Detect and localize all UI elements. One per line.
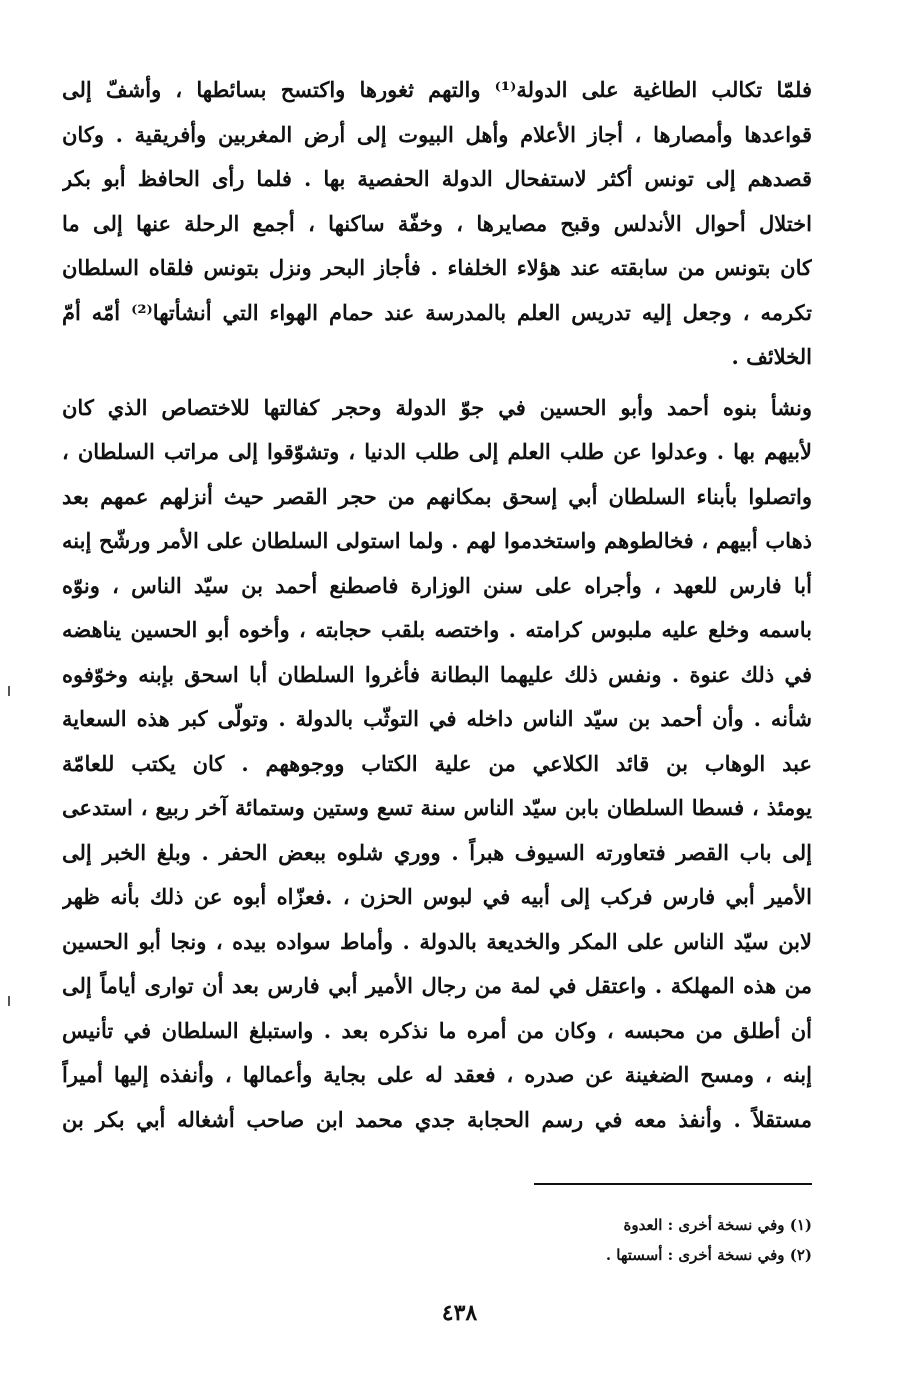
text-line: كان بتونس من سابقته عند هؤلاء الخلفاء . فأجاز البحر ونزل بتونس فلقاه السلطان: [62, 255, 812, 280]
text-line: تكرمه ، وجعل إليه تدريس العلم بالمدرسة عند حمام الهواء التي أنشأتها⁽²⁾ أمّه أمّ: [62, 299, 812, 325]
text-line: لابن سيّد الناس على المكر والخديعة بالدولة . وأماط سواده بيده ، ونجا أبو الحسين: [62, 928, 812, 954]
text-line: واتصلوا بأبناء السلطان أبي إسحق بمكانهم من حجر القصر حيث أنزلهم عمهم بعد: [62, 483, 812, 509]
scan-edge-mark: [8, 996, 10, 1006]
text-line: فلمّا تكالب الطاغية على الدولة⁽¹⁾ والتهم ثغورها واكتسح بسائطها ، وأشفّ إلى: [62, 77, 812, 102]
text-line: الخلائف .: [731, 344, 812, 369]
text-line: ذهاب أبيهم ، فخالطوهم واستخدموا لهم . ولما استولى السلطان على الأمر ورشّح إبنه: [62, 528, 812, 553]
page-number: ٤٣٨: [441, 1300, 478, 1326]
text-line: يومئذ ، فسطا السلطان بابن سيّد الناس سنة تسع وستين وستمائة آخر ربيع ، استدعى: [62, 795, 812, 820]
footnotes: [606, 1210, 812, 1270]
text-line: إبنه ، ومسح الضغينة عن صدره ، فعقد له على بجاية وأعمالها ، وأنفذه إليها أميراً: [62, 1062, 812, 1087]
text-line: أبا فارس للعهد ، وأجراه على سنن الوزارة فاصطنع أحمد بن سيّد الناس ، ونوّه: [62, 572, 812, 598]
text-line: من هذه المهلكة . واعتقل في لمة من رجال الأمير أبي فارس بعد أن توارى أياماً إلى: [62, 973, 812, 998]
text-line: شأنه . وأن أحمد بن سيّد الناس داخله في التوثّب بالدولة . وتولّى كبر هذه السعاية: [62, 706, 812, 731]
footnote-1: (١) وفي نسخة أخرى : العدوة: [623, 1216, 812, 1234]
text-line: باسمه وخلع عليه ملبوس كرامته . واختصه بلقب حجابته ، وأخوه أبو الحسين يناهضه: [62, 617, 812, 642]
text-line: الأمير أبي فارس فركب إلى أبيه في لبوس الحزن ، .فعزّاه أبوه عن ذلك بأنه ظهر: [62, 884, 812, 909]
paragraph-2: [62, 386, 812, 1143]
text-line: مستقلاً . وأنفذ معه في رسم الحجابة جدي محمد ابن صاحب أشغاله أبي بكر بن: [62, 1106, 812, 1132]
text-line: لأبيهم بها . وعدلوا عن طلب العلم إلى طلب الدنيا ، وتشوّقوا إلى مراتب السلطان ،: [62, 439, 812, 464]
paragraph-1: [62, 68, 812, 380]
text-line: إلى باب القصر فتعاورته السيوف هبراً . ووري شلوه ببعض الحفر . وبلغ الخبر إلى: [62, 839, 812, 865]
text-line: في ذلك عنوة . ونفس ذلك عليهما البطانة فأغروا السلطان أبا اسحق بإبنه وخوّفوه: [62, 661, 812, 687]
text-line: اختلال أحوال الأندلس وقبح مصايرها ، وخفّة ساكنها ، أجمع الرحلة عنها إلى ما: [62, 210, 812, 236]
text-line: ونشأ بنوه أحمد وأبو الحسين في جوّ الدولة وحجر كفالتها للاختصاص الذي كان: [62, 394, 812, 420]
text-line: عبد الوهاب بن قائد الكلاعي من علية الكتاب ووجوههم . كان يكتب للعامّة: [62, 750, 812, 776]
text-line: أن أطلق من محبسه ، وكان من أمره ما نذكره بعد . واستبلغ السلطان في تأنيس: [62, 1017, 812, 1043]
body-text: [62, 68, 812, 1142]
text-line: قصدهم إلى تونس أكثر لاستفحال الدولة الحفصية بها . فلما رأى الحافظ أبو بكر: [62, 166, 812, 191]
footnote-2: (٢) وفي نسخة أخرى : أسستها .: [605, 1246, 812, 1264]
text-line: قواعدها وأمصارها ، أجاز الأعلام وأهل البيوت إلى أرض المغربين وأفريقية . وكان: [62, 121, 812, 147]
scan-edge-mark: [8, 686, 10, 696]
footnote-divider: [534, 1183, 812, 1185]
